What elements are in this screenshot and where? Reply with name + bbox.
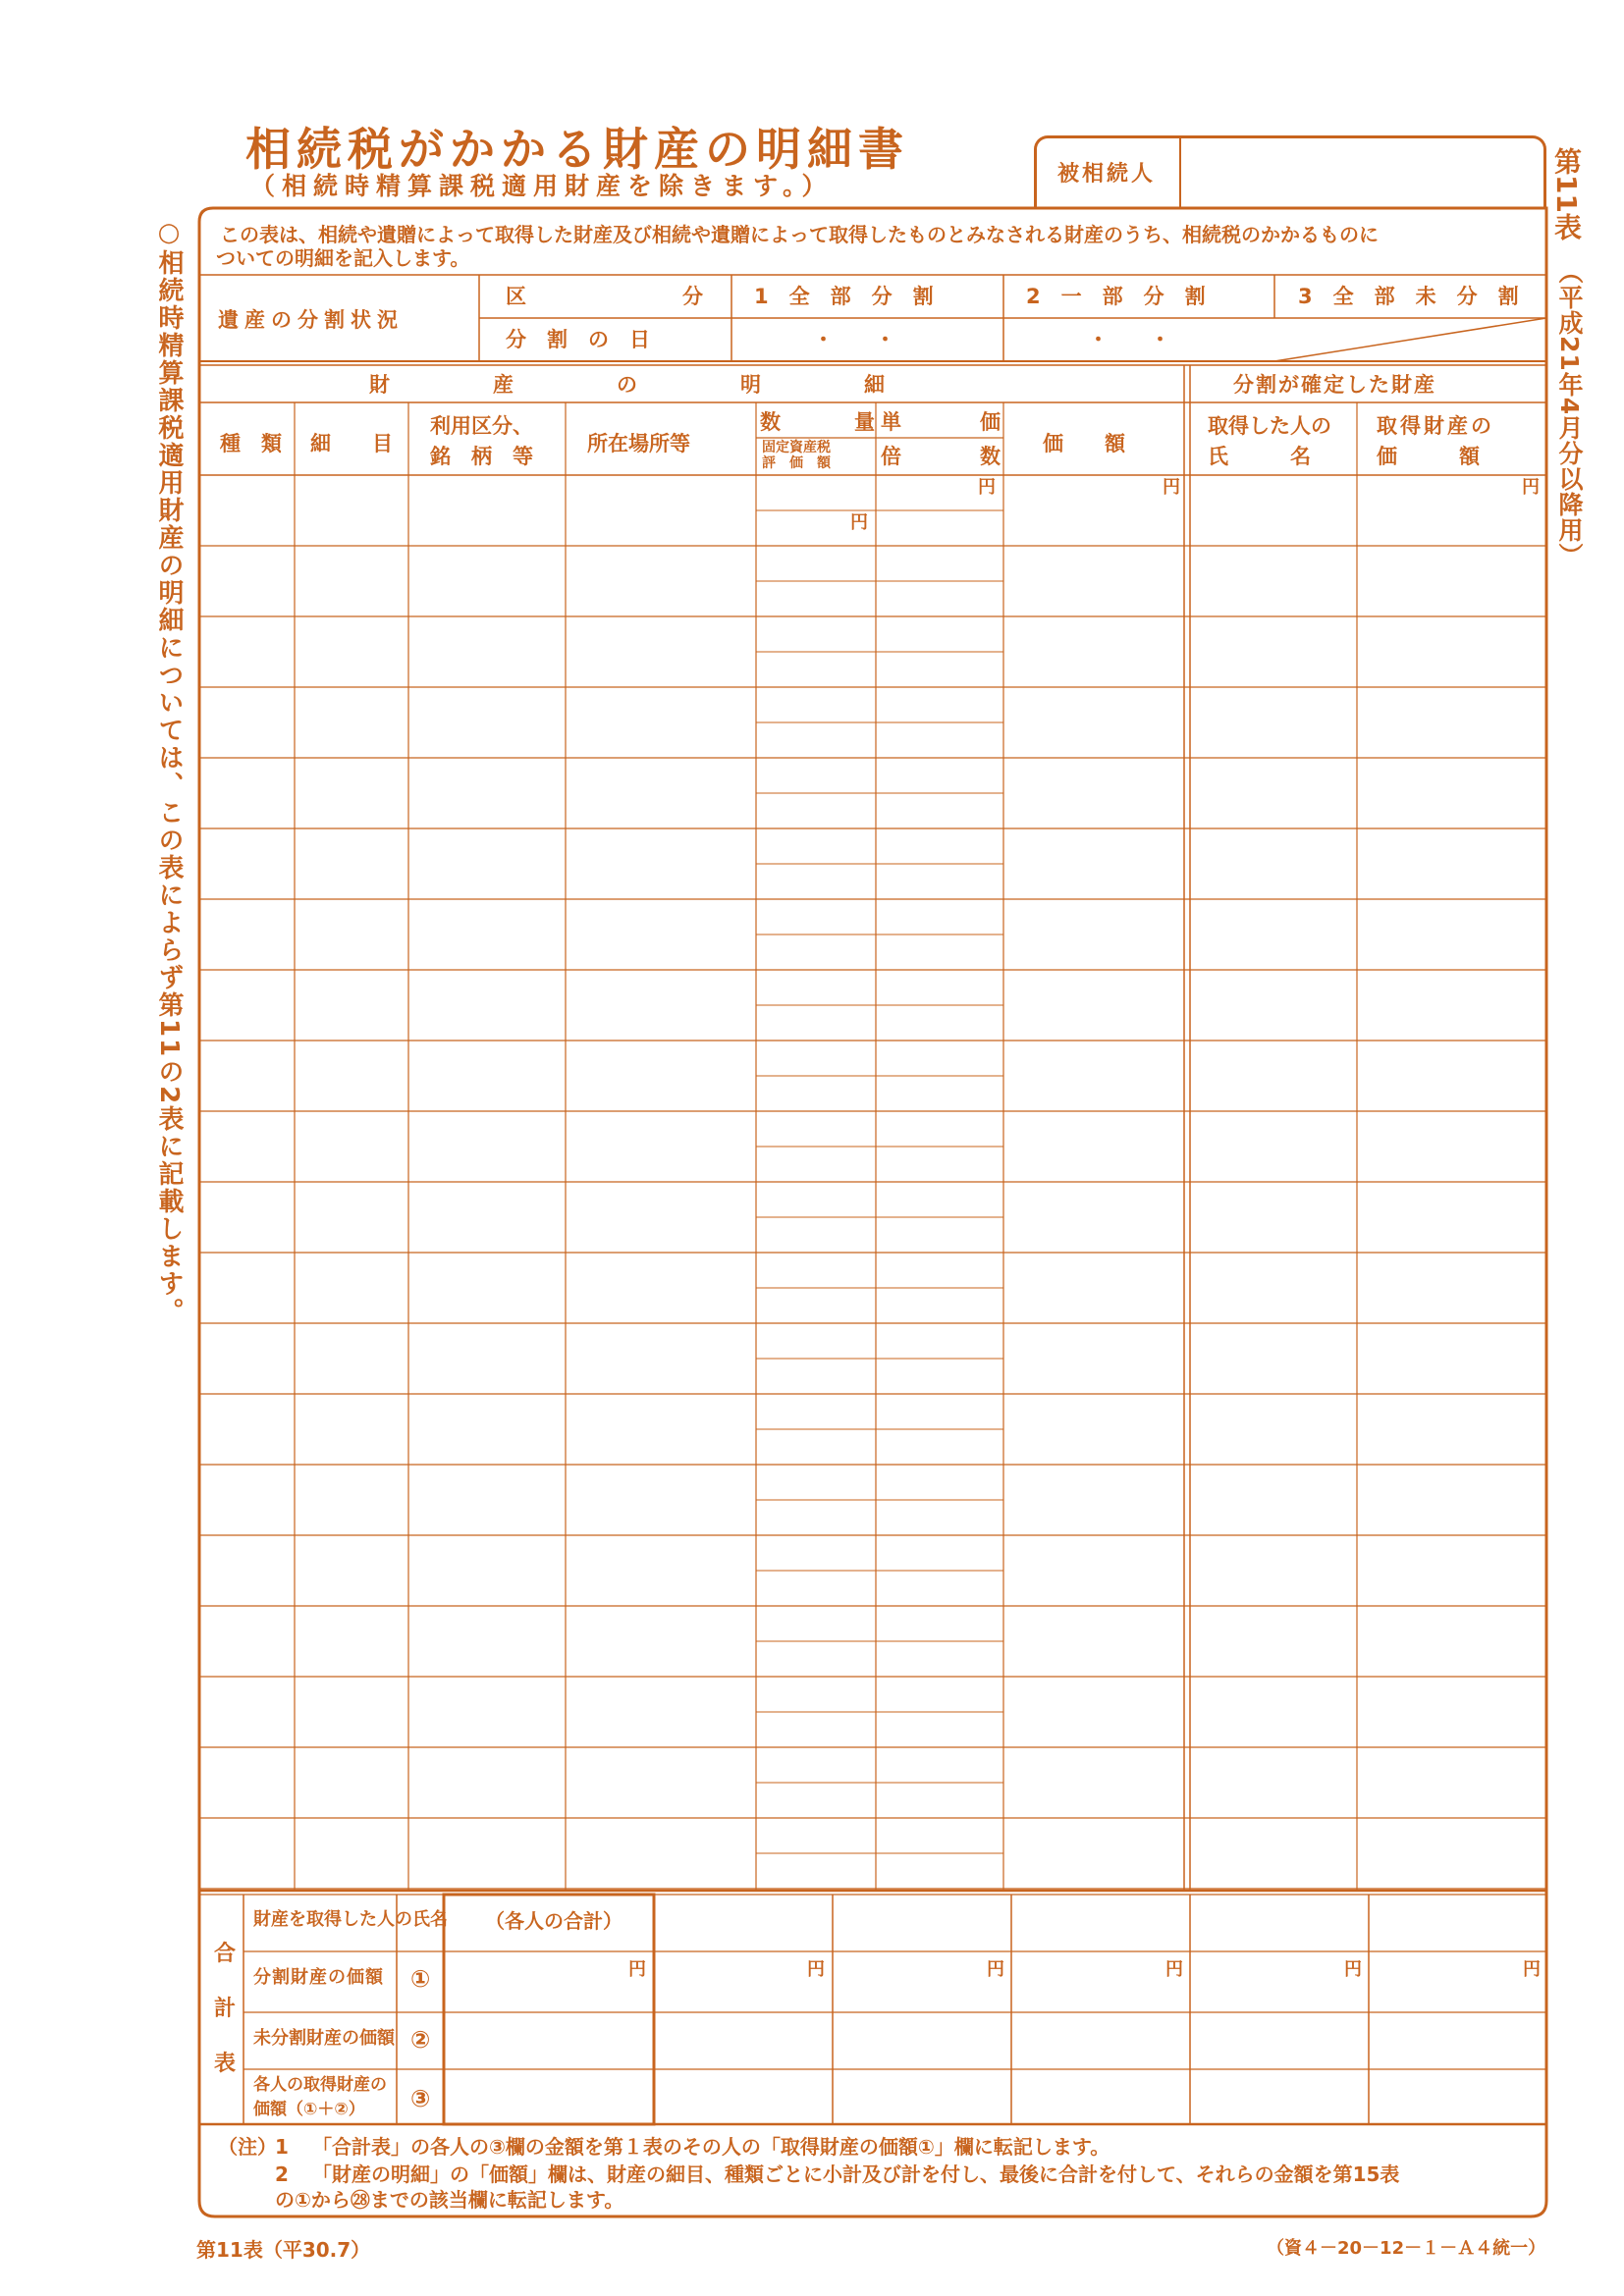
col-header-mult-b: 数 [980,445,1001,468]
mark-2: ② [410,2026,431,2054]
summary-row-name-label: 財産を取得した人の氏名 [253,1909,448,1930]
col-header-type: 種 類 [220,432,282,455]
col-header-mult-a: 倍 [881,445,901,468]
division-row1-label-a: 区 [506,285,526,308]
col-header-qty-b: 量 [854,410,875,434]
note-1: 「合計表」の各人の③欄の金額を第１表のその人の「取得財産の価額①」欄に転記します。 [312,2135,1110,2159]
summary-side-2: 計 [214,1997,237,2021]
mark-3: ③ [410,2085,431,2112]
yen-fixed-asset: 円 [850,512,868,533]
note-2-a: 「財産の明細」の「価額」欄は、財産の細目、種類ごとに小計及び計を付し、最後に合計を付して、それらの金額を第15表 [312,2163,1400,2186]
deceased-label: 被相続人 [1034,135,1181,208]
col-header-qty-a: 数 [760,410,781,434]
footer-right: （資４－20－12－１－Ａ４統一） [1267,2238,1546,2259]
summary-row2-label: 未分割財産の価額 [253,2028,395,2049]
left-side-note: ○相続時精算課税適用財産の明細については、この表によらず第11の2表に記載します。 [154,218,184,1326]
summary-yen-1: 円 [807,1959,825,1980]
division-date-2[interactable]: ・ ・ [1088,328,1170,351]
summary-yen-total: 円 [628,1959,646,1980]
division-diagonal [1274,318,1546,361]
summary-row3-label-a: 各人の取得財産の [253,2075,387,2095]
summary-total-label: （各人の合計） [485,1909,623,1933]
page-title: 相続税がかかる財産の明細書 [245,123,909,176]
note-1-num: 1 [275,2135,289,2159]
notes-prefix: （注） [218,2135,277,2159]
footer-left: 第11表（平30.7） [196,2238,371,2262]
col-header-item: 細 目 [310,432,393,455]
summary-yen-3: 円 [1165,1959,1183,1980]
col-header-acq-value-b: 価 額 [1377,445,1480,468]
summary-row1-label: 分割財産の価額 [253,1967,384,1988]
col-header-fixed-a: 固定資産税 [762,440,831,455]
yen-unit-price: 円 [978,477,996,498]
intro-line-2: ついての明細を記入します。 [216,246,470,270]
division-date-1[interactable]: ・ ・ [813,328,895,351]
col-header-acq-person-a: 取得した人の [1208,414,1331,438]
yen-value: 円 [1163,477,1180,498]
note-2-num: 2 [275,2163,289,2186]
division-option-3[interactable]: 3 全 部 未 分 割 [1298,285,1519,308]
division-option-1[interactable]: 1 全 部 分 割 [754,285,934,308]
section-header-detail: 財 産 の 明 細 [369,373,885,397]
yen-acq-value: 円 [1522,477,1540,498]
summary-yen-4: 円 [1344,1959,1362,1980]
section-header-confirmed: 分割が確定した財産 [1233,373,1436,397]
page-subtitle: （相続時精算課税適用財産を除きます。） [250,172,834,200]
col-header-use-b: 銘 柄 等 [430,445,533,468]
division-row1-label-b: 分 [682,285,703,308]
intro-line-1: この表は、相続や遺贈によって取得した財産及び相続や遺贈によって取得したものとみなされる財産のうち、相続税のかかるものに [220,223,1379,246]
form-period: （平成21年4月分以降用） [1555,259,1584,569]
note-2-b: の①から㉘までの該当欄に転記します。 [275,2188,624,2212]
mark-1: ① [410,1965,431,1993]
col-header-location: 所在場所等 [587,432,690,455]
col-header-fixed-b: 評 価 額 [762,455,831,471]
form-number: 第11表 [1550,147,1583,240]
division-option-2[interactable]: 2 一 部 分 割 [1026,285,1206,308]
division-status-label: 遺産の分割状況 [218,308,404,332]
col-header-unit-b: 価 [980,410,1001,434]
col-header-unit-a: 単 [881,410,901,434]
summary-yen-5: 円 [1523,1959,1541,1980]
col-header-value: 価 額 [1043,432,1125,455]
summary-side-1: 合 [214,1942,237,1966]
summary-row3-label-b: 価額（①＋②） [253,2100,365,2119]
summary-side-3: 表 [214,2052,237,2076]
col-header-acq-value-a: 取得財産の [1377,414,1494,438]
col-header-use-a: 利用区分、 [430,414,533,438]
summary-yen-2: 円 [987,1959,1004,1980]
col-header-acq-person-b: 氏 名 [1208,445,1311,468]
division-row2-label: 分 割 の 日 [506,328,650,351]
